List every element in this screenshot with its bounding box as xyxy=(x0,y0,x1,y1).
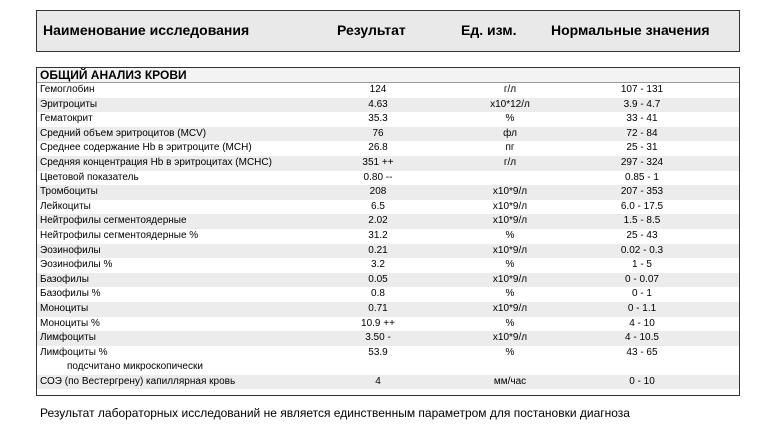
table-row xyxy=(37,273,739,288)
test-norm: 107 - 131 xyxy=(620,84,664,95)
test-unit: % xyxy=(505,288,515,300)
test-unit: x10*9/л xyxy=(492,200,528,212)
test-norm: 1 - 5 xyxy=(631,259,652,271)
table-row xyxy=(37,331,739,346)
footer-note: Результат лабораторных исследований не является единственным параметром для постановки диагноза xyxy=(40,406,630,420)
test-result: 0.8 xyxy=(371,288,385,300)
test-norm: 1.5 - 8.5 xyxy=(623,215,661,227)
test-name: Средний объем эритроцитов (MCV) xyxy=(40,127,207,139)
test-unit: фл xyxy=(503,127,517,139)
test-name: Нейтрофилы сегментоядерные % xyxy=(40,229,199,241)
test-name: Лимфоциты xyxy=(40,332,96,344)
test-result: 0.21 xyxy=(368,244,388,256)
table-row xyxy=(37,244,739,259)
test-name: Моноциты xyxy=(40,302,89,314)
test-norm: 4 - 10 xyxy=(629,317,655,329)
test-name: Среднее содержание Hb в эритроците (MCH) xyxy=(40,142,252,154)
table-row xyxy=(37,258,739,273)
test-result: 4.63 xyxy=(368,98,388,110)
test-unit: % xyxy=(505,317,515,329)
test-result: 53.9 xyxy=(368,346,388,358)
table-row xyxy=(37,229,739,244)
header-name: Наименование исследования xyxy=(43,22,250,38)
test-name: СОЭ (по Вестергрену) капиллярная кровь xyxy=(40,375,236,387)
test-unit: г/л xyxy=(503,156,517,168)
table-row xyxy=(37,200,739,215)
table-row xyxy=(37,83,739,98)
test-unit: г/л xyxy=(503,84,517,95)
results-table xyxy=(37,83,739,389)
test-unit: x10*9/л xyxy=(492,273,528,285)
table-row xyxy=(37,185,739,200)
test-norm: 0 - 0.07 xyxy=(625,273,659,285)
table-row xyxy=(37,127,739,142)
test-unit: x10*9/л xyxy=(492,244,528,256)
test-name: Тромбоциты xyxy=(40,186,98,198)
test-norm: 72 - 84 xyxy=(626,127,658,139)
test-result: 0.05 xyxy=(368,273,388,285)
test-unit: мм/час xyxy=(493,375,527,387)
test-norm: 43 - 65 xyxy=(626,346,658,358)
test-norm: 3.9 - 4.7 xyxy=(623,98,661,110)
test-name: Базофилы % xyxy=(40,288,101,300)
table-row xyxy=(37,156,739,171)
table-row xyxy=(37,141,739,156)
section-title: ОБЩИЙ АНАЛИЗ КРОВИ xyxy=(37,68,739,83)
test-unit: x10*9/л xyxy=(492,302,528,314)
test-norm: 297 - 324 xyxy=(620,156,664,168)
test-name: Моноциты % xyxy=(40,317,100,329)
test-result: 6.5 xyxy=(371,200,385,212)
test-name: Гемоглобин xyxy=(40,84,95,95)
test-result: 35.3 xyxy=(368,113,388,125)
test-result: 208 xyxy=(369,186,387,198)
test-norm: 0 - 10 xyxy=(629,375,655,387)
test-norm: 0.02 - 0.3 xyxy=(620,244,664,256)
test-name: Эозинофилы xyxy=(40,244,101,256)
table-row xyxy=(37,317,739,332)
test-result: 124 xyxy=(369,84,387,95)
test-unit: % xyxy=(505,346,515,358)
table-row xyxy=(37,171,739,186)
test-name: Эритроциты xyxy=(40,98,98,110)
test-unit: % xyxy=(505,113,515,125)
test-name: Нейтрофилы сегментоядерные xyxy=(40,215,187,227)
test-result: 2.02 xyxy=(368,215,388,227)
test-unit: x10*9/л xyxy=(492,332,528,344)
test-norm: 0.85 - 1 xyxy=(625,171,659,183)
table-row xyxy=(37,346,739,375)
header-result: Результат xyxy=(337,22,406,38)
test-result: 351 ++ xyxy=(362,156,394,168)
test-norm: 207 - 353 xyxy=(620,186,664,198)
blood-test-section xyxy=(36,67,740,396)
test-result: 26.8 xyxy=(368,142,388,154)
test-name: Базофилы xyxy=(40,273,89,285)
test-unit: % xyxy=(505,229,515,241)
test-unit: x10*9/л xyxy=(492,215,528,227)
header-norm: Нормальные значения xyxy=(551,22,710,38)
test-norm: 0 - 1 xyxy=(631,288,652,300)
test-name: Цветовой показатель xyxy=(40,171,139,183)
table-row xyxy=(37,287,739,302)
test-unit: x10*12/л xyxy=(490,98,530,110)
test-unit: % xyxy=(505,259,515,271)
test-result: 3.2 xyxy=(371,259,385,271)
test-result: 31.2 xyxy=(368,229,388,241)
test-name: Лейкоциты xyxy=(40,200,91,212)
test-note: подсчитано микроскопически xyxy=(67,360,203,372)
table-header xyxy=(36,10,740,52)
table-row xyxy=(37,98,739,113)
test-unit: пг xyxy=(505,142,515,154)
test-norm: 0 - 1.1 xyxy=(627,302,657,314)
test-norm: 33 - 41 xyxy=(626,113,658,125)
test-norm: 4 - 10.5 xyxy=(625,332,659,344)
table-row xyxy=(37,214,739,229)
test-norm: 6.0 - 17.5 xyxy=(620,200,664,212)
test-norm: 25 - 31 xyxy=(626,142,658,154)
table-row xyxy=(37,375,739,390)
header-unit: Ед. изм. xyxy=(461,22,517,38)
test-result: 0.80 -- xyxy=(363,171,393,183)
table-row xyxy=(37,302,739,317)
test-result: 0.71 xyxy=(368,302,388,314)
test-name: Эозинофилы % xyxy=(40,259,113,271)
test-norm: 25 - 43 xyxy=(626,229,658,241)
test-name: Средняя концентрация Hb в эритроцитах (MCHC) xyxy=(40,156,272,168)
test-name: Гематокрит xyxy=(40,113,93,125)
test-result: 76 xyxy=(372,127,384,139)
test-result: 3.50 - xyxy=(365,332,391,344)
test-result: 4 xyxy=(375,375,381,387)
test-result: 10.9 ++ xyxy=(361,317,395,329)
table-row xyxy=(37,112,739,127)
test-unit: x10*9/л xyxy=(492,186,528,198)
test-name: Лимфоциты % xyxy=(40,346,108,358)
